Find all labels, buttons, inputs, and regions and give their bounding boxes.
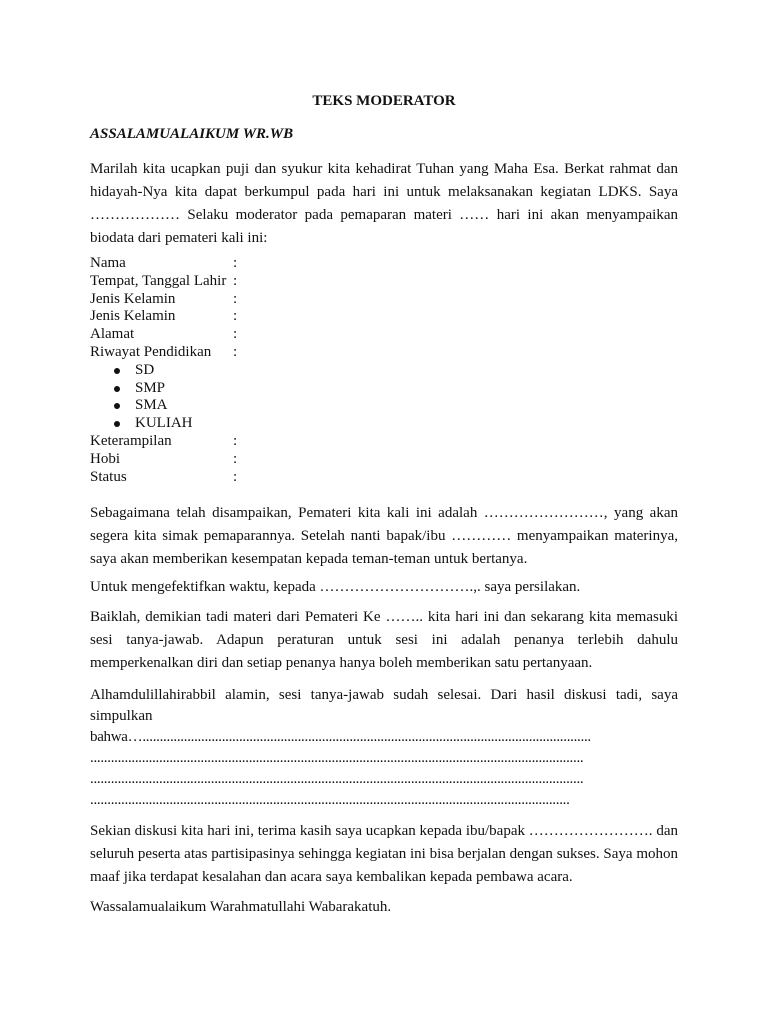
biodata-colon: : bbox=[233, 450, 238, 467]
fill-in-line: ............................................................................................................................................... bbox=[90, 750, 584, 766]
education-list-item bbox=[90, 397, 390, 415]
conclusion-block bbox=[90, 685, 678, 811]
biodata-label: Hobi bbox=[90, 450, 120, 467]
education-level: SMP bbox=[135, 379, 166, 396]
document-title: TEKS MODERATOR bbox=[312, 93, 456, 109]
bullet-icon bbox=[114, 421, 120, 427]
closing-paragraph: Sekian diskusi kita hari ini, terima kasih saya ucapkan kepada ibu/bapak ……………………. dan seluruh peserta atas partisipasinya sehingga kegiatan ini bisa berjalan dengan sukses. Saya mohon maaf jika terdapat kesalahan dan acara saya kembalikan kepada pembawa acara. bbox=[90, 823, 678, 885]
biodata-colon: : bbox=[233, 326, 238, 343]
biodata-label: Status bbox=[90, 468, 127, 485]
biodata-label: Nama bbox=[90, 255, 126, 271]
biodata-list bbox=[90, 255, 390, 486]
fill-in-line: ............................................................................................................................................... bbox=[90, 771, 584, 787]
biodata-colon: : bbox=[233, 308, 238, 325]
bullet-icon bbox=[114, 368, 120, 374]
education-level: SD bbox=[135, 361, 155, 378]
education-list-item bbox=[90, 415, 390, 433]
greeting: ASSALAMUALAIKUM WR.WB bbox=[90, 126, 294, 142]
bullet-icon bbox=[114, 403, 120, 409]
biodata-row bbox=[90, 291, 390, 309]
biodata-label: Alamat bbox=[90, 326, 135, 343]
biodata-label: Keterampilan bbox=[90, 432, 172, 449]
biodata-row bbox=[90, 433, 390, 451]
farewell: Wassalamualaikum Warahmatullahi Wabarakatuh. bbox=[90, 899, 392, 915]
education-list-item bbox=[90, 362, 390, 380]
fill-in-line: ........................................................................................................................................... bbox=[90, 792, 570, 808]
opening-paragraph: Marilah kita ucapkan puji dan syukur kita kehadirat Tuhan yang Maha Esa. Berkat rahmat dan hidayah-Nya kita dapat berkumpul pada hari ini untuk melaksanakan kegiatan LDKS. Saya ……………… Selaku moderator pada pemaparan materi …… hari ini akan menyampaikan biodata dari pemateri kali ini: bbox=[90, 161, 678, 246]
qa-session-paragraph: Baiklah, demikian tadi materi dari Pemateri Ke …….. kita hari ini dan sekarang kita memasuki sesi tanya-jawab. Adapun peraturan untuk sesi ini adalah penanya terlebih dahulu memperkenalkan diri dan setiap penanya hanya boleh memberikan satu pertanyaan. bbox=[90, 609, 678, 671]
biodata-colon: : bbox=[233, 272, 238, 289]
bullet-icon bbox=[114, 386, 120, 392]
education-level: KULIAH bbox=[135, 415, 193, 432]
biodata-row bbox=[90, 308, 390, 326]
education-list-item bbox=[90, 380, 390, 398]
biodata-row bbox=[90, 255, 390, 273]
biodata-colon: : bbox=[233, 255, 238, 271]
biodata-colon: : bbox=[233, 432, 238, 449]
biodata-label: Jenis Kelamin bbox=[90, 290, 176, 307]
biodata-colon: : bbox=[233, 343, 238, 360]
biodata-label: Riwayat Pendidikan bbox=[90, 343, 212, 360]
biodata-label: Tempat, Tanggal Lahir bbox=[90, 272, 227, 289]
fill-in-line: bahwa….................................................................................................................................. bbox=[90, 729, 591, 745]
biodata-colon: : bbox=[233, 468, 238, 485]
biodata-colon: : bbox=[233, 290, 238, 307]
biodata-label: Jenis Kelamin bbox=[90, 308, 176, 325]
education-level: SMA bbox=[135, 397, 168, 414]
biodata-row bbox=[90, 344, 390, 362]
conclusion-paragraph: Alhamdulillahirabbil alamin, sesi tanya-jawab sudah selesai. Dari hasil diskusi tadi, saya simpulkan bbox=[90, 687, 678, 724]
speaker-intro-paragraph: Sebagaimana telah disampaikan, Pemateri kita kali ini adalah ……………………, yang akan segera kita simak pemaparannya. Setelah nanti bapak/ibu ………… menyampaikan materinya, saya akan memberikan kesempatan kepada teman-teman untuk bertanya. bbox=[90, 505, 678, 567]
biodata-row bbox=[90, 326, 390, 344]
time-paragraph: Untuk mengefektifkan waktu, kepada ………………………….,. saya persilakan. bbox=[90, 579, 581, 595]
biodata-row bbox=[90, 469, 390, 487]
biodata-row bbox=[90, 273, 390, 291]
biodata-row bbox=[90, 451, 390, 469]
